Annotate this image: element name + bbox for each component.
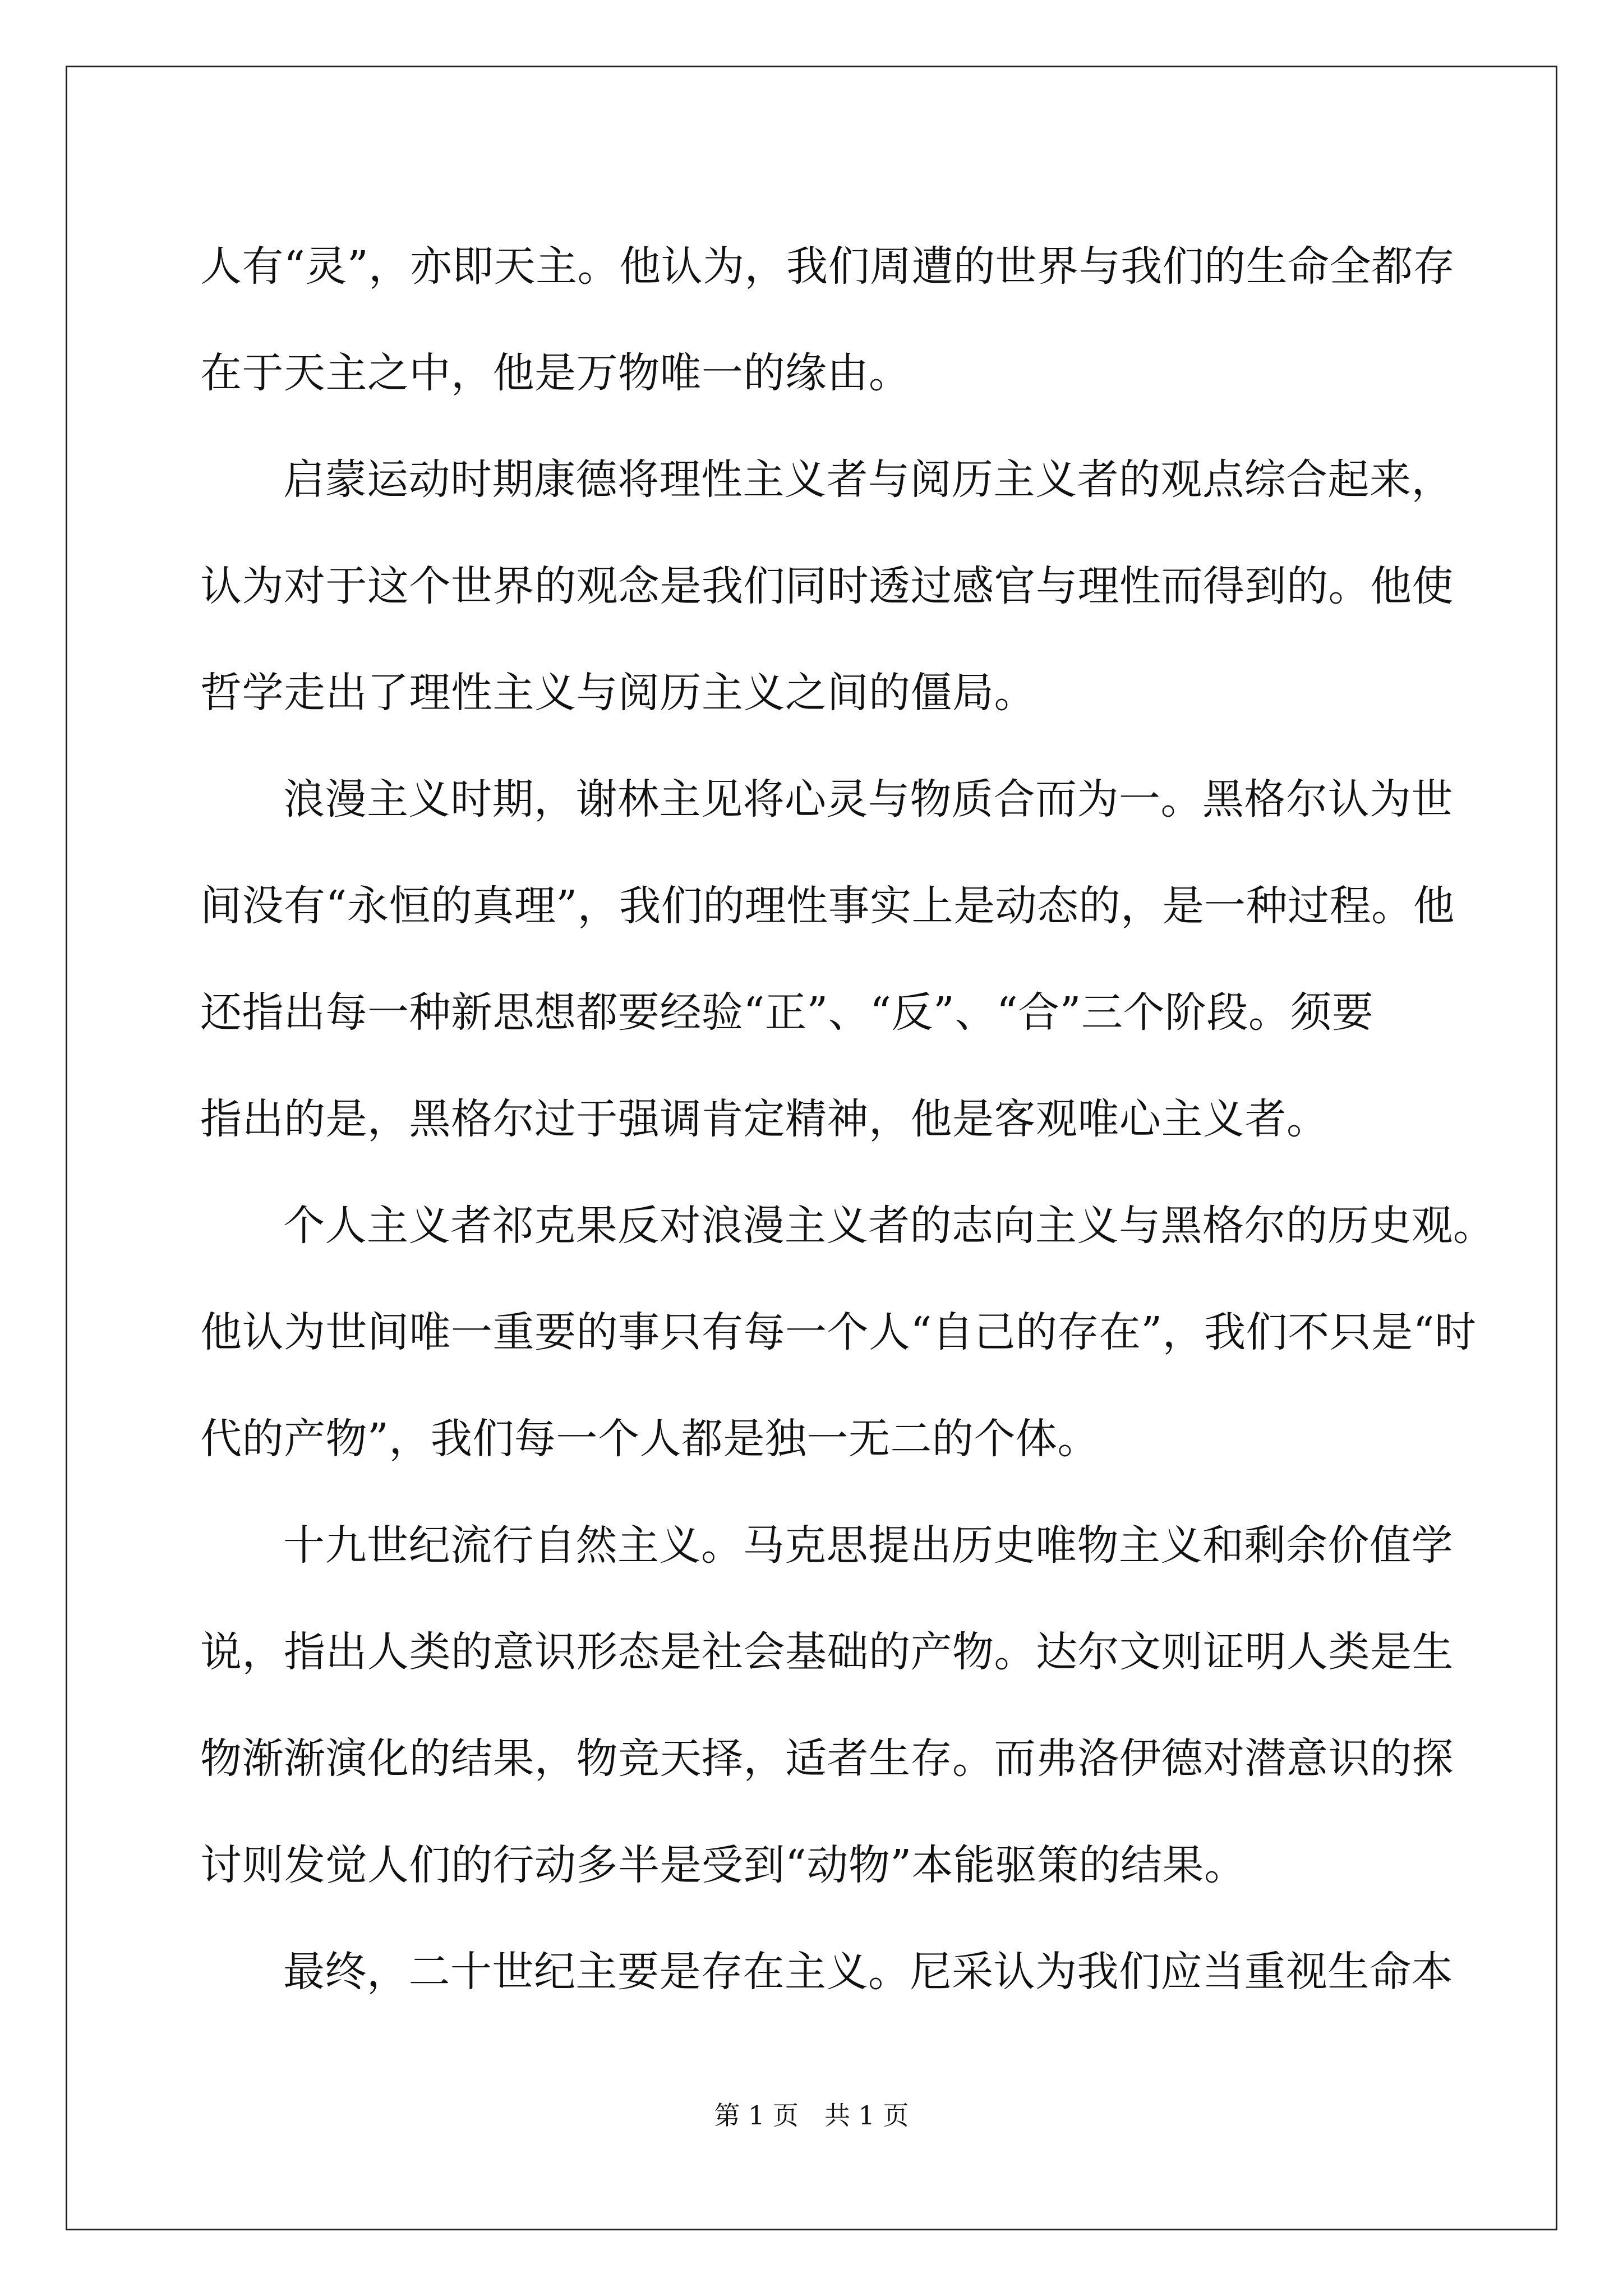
text-line: 个人主义者祁克果反对浪漫主义者的志向主义与黑格尔的历史观。 — [283, 1202, 1495, 1250]
text-line: 十九世纪流行自然主义。马克思提出历史唯物主义和剩余价值学 — [283, 1521, 1453, 1570]
text-line: 人有“灵”，亦即天主。他认为，我们周遭的世界与我们的生命全都存 — [200, 242, 1455, 291]
text-line: 启蒙运动时期康德将理性主义者与阅历主义者的观点综合起来， — [283, 455, 1453, 504]
text-line: 哲学走出了理性主义与阅历主义之间的僵局。 — [200, 669, 1036, 717]
text-line: 说，指出人类的意识形态是社会基础的产物。达尔文则证明人类是生 — [200, 1628, 1454, 1676]
text-line: 间没有“永恒的真理”，我们的理性事实上是动态的，是一种过程。他 — [200, 882, 1455, 930]
text-line: 物渐渐演化的结果，物竞天择，适者生存。而弗洛伊德对潜意识的探 — [200, 1734, 1454, 1783]
text-line: 最终，二十世纪主要是存在主义。尼采认为我们应当重视生命本 — [283, 1948, 1453, 1996]
text-line: 他认为世间唯一重要的事只有每一个人“自己的存在”，我们不只是“时 — [200, 1308, 1477, 1356]
document-body — [200, 213, 1495, 2025]
text-line: 认为对于这个世界的观念是我们同时透过感官与理性而得到的。他使 — [200, 562, 1454, 610]
text-line: 讨则发觉人们的行动多半是受到“动物”本能驱策的结果。 — [200, 1841, 1246, 1889]
text-line: 在于天主之中，他是万物唯一的缘由。 — [200, 349, 911, 397]
page-footer — [0, 2095, 1623, 2132]
page-number-label: 第 1 页 共 1 页 — [714, 2100, 909, 2131]
text-line: 还指出每一种新思想都要经验“正”、“反”、“合”三个阶段。须要 — [200, 988, 1374, 1037]
text-line: 指出的是，黑格尔过于强调肯定精神，他是客观唯心主义者。 — [200, 1095, 1329, 1143]
text-line: 代的产物”，我们每一个人都是独一无二的个体。 — [200, 1415, 1099, 1463]
text-line: 浪漫主义时期，谢林主见将心灵与物质合而为一。黑格尔认为世 — [283, 775, 1453, 823]
